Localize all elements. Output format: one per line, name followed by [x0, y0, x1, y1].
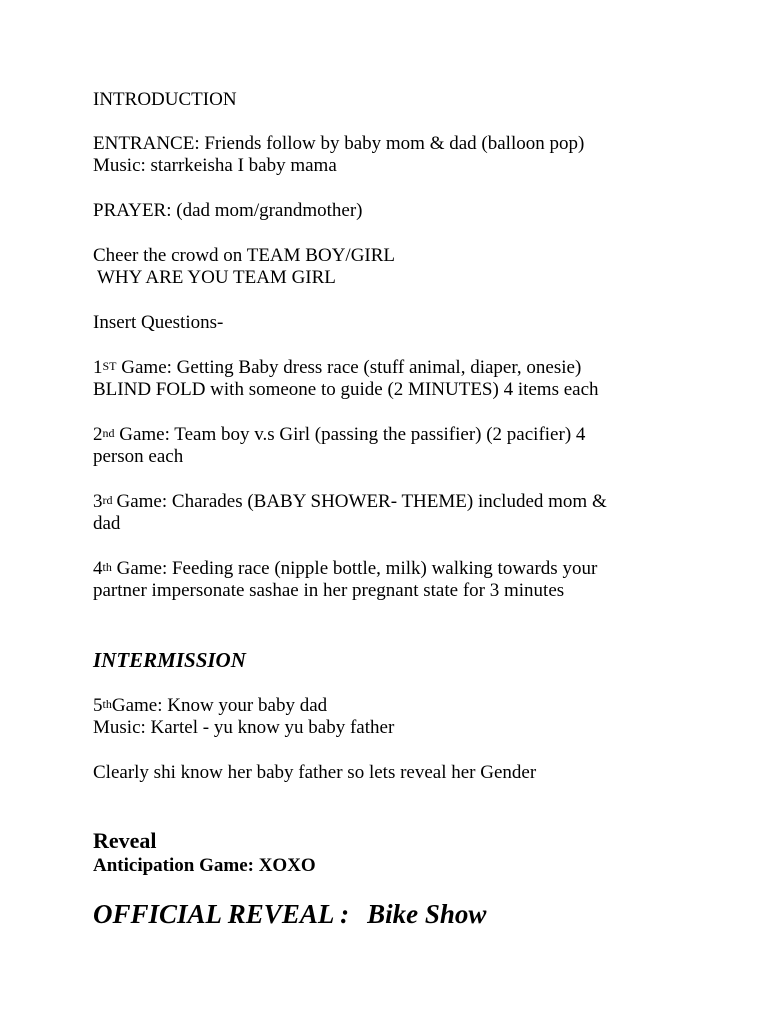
game-3-line	[93, 491, 607, 513]
game-1-number: 1	[93, 357, 103, 378]
game-5-line	[93, 695, 327, 717]
game-1-line	[93, 357, 581, 379]
game-4-detail-line: partner impersonate sashae in her pregnant state for 3 minutes	[93, 580, 565, 601]
game-3-detail-line: dad	[93, 513, 121, 534]
game-3-number: 3	[93, 491, 103, 512]
game-1-detail-line: BLIND FOLD with someone to guide (2 MINUTES) 4 items each	[93, 379, 599, 400]
intermission-heading: INTERMISSION	[93, 648, 246, 672]
game-2-text: Game: Team boy v.s Girl (passing the passifier) (2 pacifier) 4	[119, 424, 586, 445]
introduction-heading: INTRODUCTION	[93, 89, 237, 110]
game-1-ordinal: ST	[102, 359, 117, 373]
game-5-ordinal: th	[102, 697, 112, 711]
game-4-ordinal: th	[102, 560, 112, 574]
game-5-number: 5	[93, 695, 103, 716]
game-3-text: Game: Charades (BABY SHOWER- THEME) included mom &	[116, 491, 607, 512]
game-2-ordinal: nd	[102, 426, 115, 440]
game-2-number: 2	[93, 424, 103, 445]
game-1-text: Game: Getting Baby dress race (stuff animal, diaper, onesie)	[121, 357, 582, 378]
game-4-line	[93, 558, 597, 580]
insert-questions-line: Insert Questions-	[93, 312, 224, 333]
official-reveal-line	[93, 899, 486, 929]
game-3-ordinal: rd	[102, 493, 113, 507]
game-4-text: Game: Feeding race (nipple bottle, milk) walking towards your	[116, 558, 598, 579]
cheer-line: Cheer the crowd on TEAM BOY/GIRL	[93, 245, 396, 266]
anticipation-game-line: Anticipation Game: XOXO	[93, 855, 316, 876]
game-2-line	[93, 424, 585, 446]
game-5-music-line: Music: Kartel - yu know yu baby father	[93, 717, 395, 738]
reveal-heading: Reveal	[93, 828, 157, 853]
entrance-music-line: Music: starrkeisha I baby mama	[93, 155, 337, 176]
game-4-number: 4	[93, 558, 103, 579]
official-reveal-label: OFFICIAL REVEAL :	[93, 899, 350, 929]
official-reveal-value: Bike Show	[367, 899, 487, 929]
game-5-text: Game: Know your baby dad	[111, 695, 328, 716]
clearly-line: Clearly shi know her baby father so lets reveal her Gender	[93, 762, 537, 783]
entrance-line: ENTRANCE: Friends follow by baby mom & dad (balloon pop)	[93, 133, 585, 154]
team-girl-line: WHY ARE YOU TEAM GIRL	[97, 267, 336, 288]
game-2-detail-line: person each	[93, 446, 184, 467]
prayer-line: PRAYER: (dad mom/grandmother)	[93, 200, 363, 221]
